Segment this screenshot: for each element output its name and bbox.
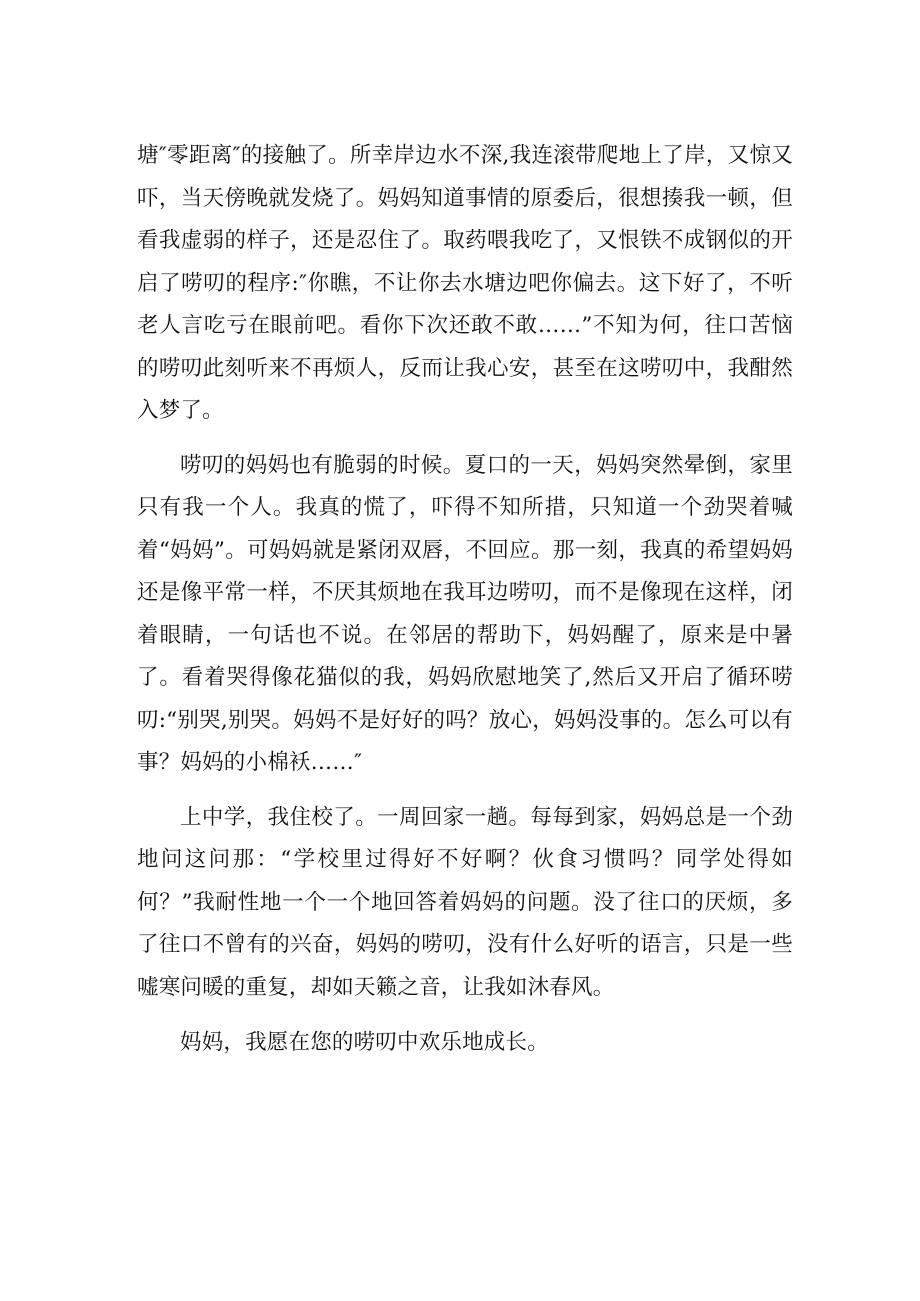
article-body [137,135,793,1065]
paragraph-1: 塘″零距离″的接触了。所幸岸边水不深,我连滚带爬地上了岸，又惊又吓，当天傍晚就发烧了。妈妈知道事情的原委后，很想揍我一顿，但看我虚弱的样子，还是忍住了。取药喂我吃了，又恨铁不成钢似的开启了唠叨的程序:″你瞧，不让你去水塘边吧你偏去。这下好了，不听老人言吃亏在眼前吧。看你下次还敢不敢……”不知为何，往口苦恼的唠叨此刻听来不再烦人，反而让我心安，甚至在这唠叨中，我酣然入梦了。 [137,143,793,423]
paragraph-2: 唠叨的妈妈也有脆弱的时候。夏口的一天，妈妈突然晕倒，家里只有我一个人。我真的慌了，吓得不知所措，只知道一个劲哭着喊着“妈妈”。可妈妈就是紧闭双唇，不回应。那一刻，我真的希望妈妈还是像平常一样，不厌其烦地在我耳边唠叨，而不是像现在这样，闭着眼睛，一句话也不说。在邻居的帮助下，妈妈醒了，原来是中暑了。看着哭得像花猫似的我，妈妈欣慰地笑了,然后又开启了循环唠叨:“别哭,别哭。妈妈不是好好的吗？放心，妈妈没事的。怎么可以有事？妈妈的小棉袄……″ [137,452,793,775]
paragraph-3: 上中学，我住校了。一周回家一趟。每每到家，妈妈总是一个劲地问这问那：“学校里过得好不好啊？伙食习惯吗？同学处得如何？”我耐性地一个一个地回答着妈妈的问题。没了往口的厌烦，多了往口不曾有的兴奋，妈妈的唠叨，没有什么好听的语言，只是一些嘘寒问暖的重复，却如天籁之音，让我如沐春风。 [137,804,793,1000]
paragraph-4: 妈妈，我愿在您的唠叨中欢乐地成长。 [180,1030,549,1055]
